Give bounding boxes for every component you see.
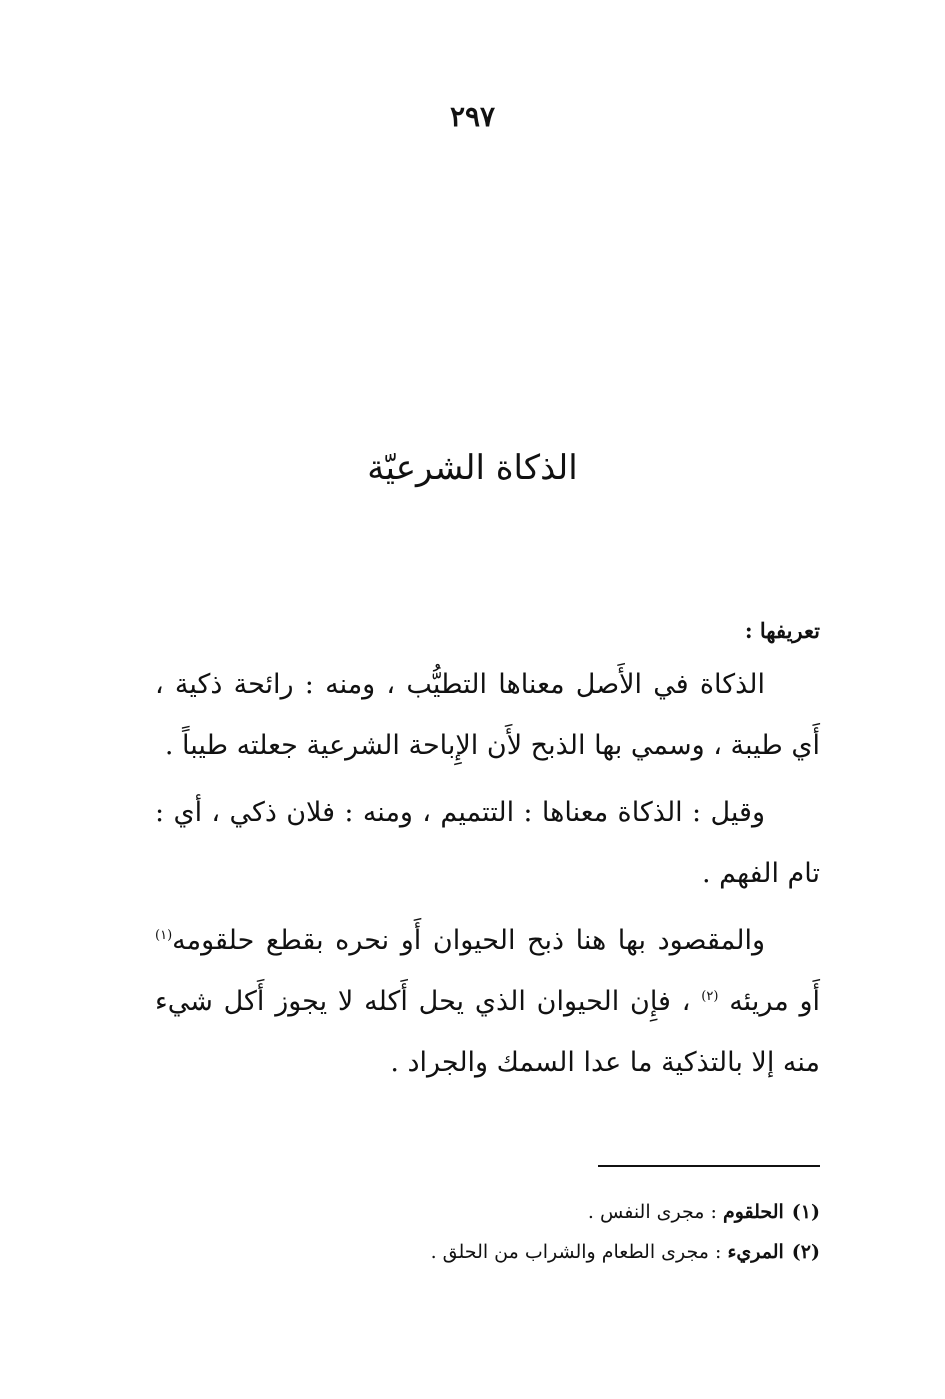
paragraph-2: وقيل : الذكاة معناها : التتميم ، ومنه : فلان ذكي ، أي : تام الفهم . xyxy=(155,797,820,889)
paragraph-3-text-c: ، فإِن الحيوان الذي يحل أَكله لا يجوز أَكل شيء منه إلا بالتذكية ما عدا السمك والجراد . xyxy=(155,986,820,1078)
paragraph-3 xyxy=(155,910,820,1093)
footnote-2 xyxy=(155,1232,820,1272)
page-number: ٢٩٧ xyxy=(449,100,496,133)
section-title: الذكاة الشرعيّة xyxy=(367,448,578,488)
footnote-1-definition: : مجرى النفس . xyxy=(587,1201,723,1223)
paragraph-1: الذكاة في الأَصل معناها التطيُّب ، ومنه : رائحة ذكية ، أَي طيبة ، وسمي بها الذبح لأَن الإِباحة الشرعية جعلته طيباً . xyxy=(155,669,820,761)
main-content xyxy=(155,612,820,1099)
footnote-divider xyxy=(598,1165,820,1167)
subheading-definition: تعريفها : xyxy=(744,618,820,643)
footnote-1-number: (١) xyxy=(791,1201,820,1223)
footnote-2-term: المريء xyxy=(727,1241,784,1263)
paragraph-3-text-b: أَو مريئه xyxy=(718,986,821,1017)
footnote-2-definition: : مجرى الطعام والشراب من الحلق . xyxy=(430,1241,728,1263)
paragraph-3-text-a: والمقصود بها هنا ذبح الحيوان أَو نحره بقطع حلقومه xyxy=(172,925,765,956)
footnote-ref-2: (٢) xyxy=(701,989,719,1004)
footnote-1 xyxy=(155,1192,820,1232)
footnotes xyxy=(155,1192,820,1272)
footnote-ref-1: (١) xyxy=(155,928,173,943)
footnote-2-number: (٢) xyxy=(791,1241,820,1263)
footnote-1-term: الحلقوم xyxy=(722,1201,784,1223)
